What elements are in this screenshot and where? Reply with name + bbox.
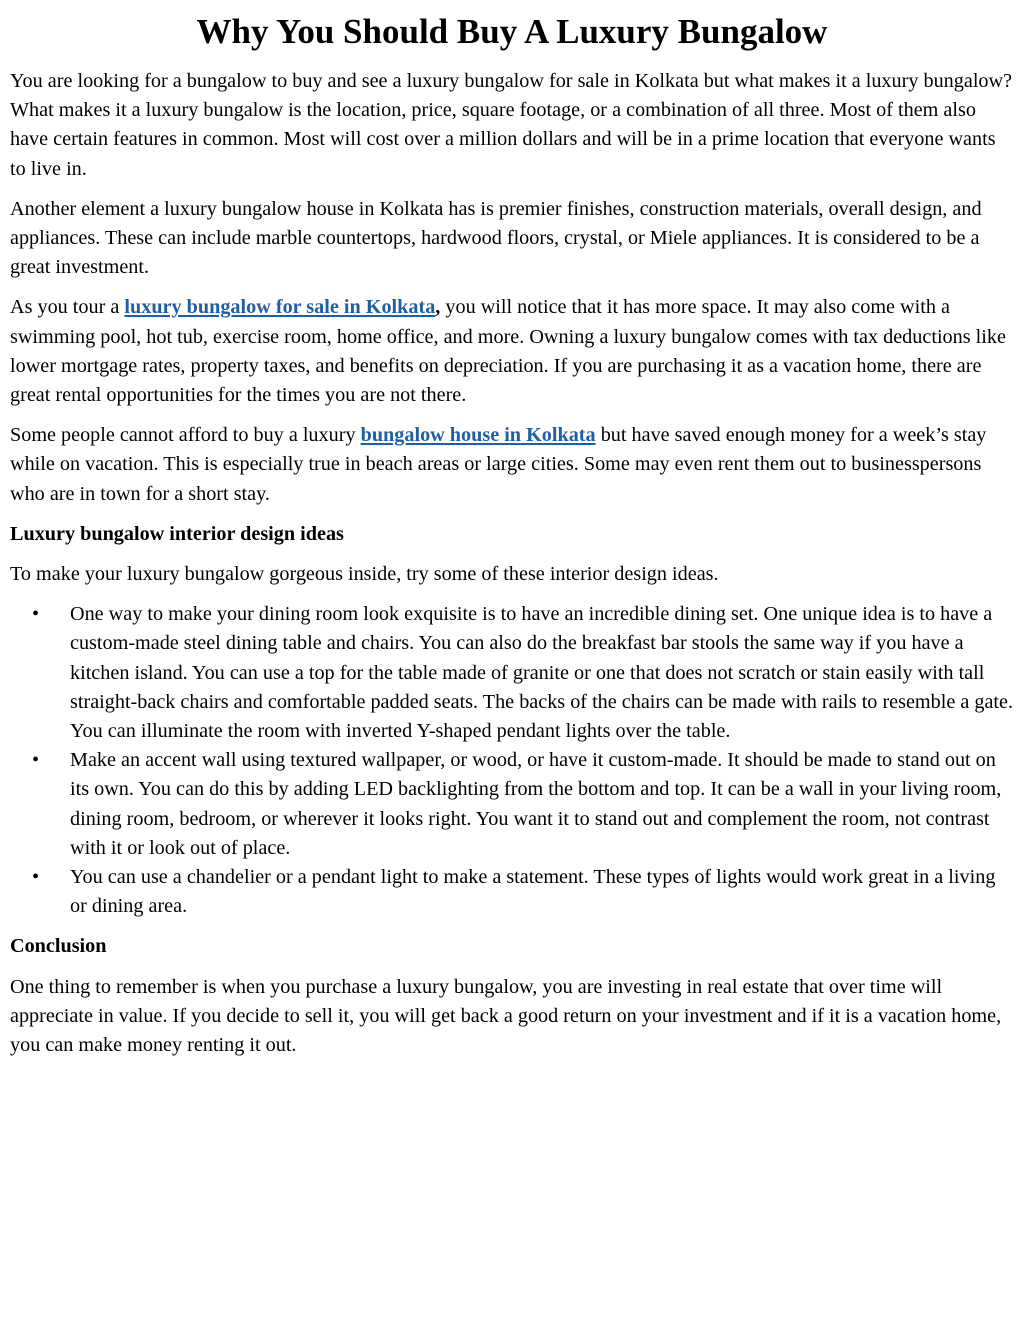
luxury-bungalow-sale-link[interactable]: luxury bungalow for sale in Kolkata xyxy=(124,296,436,319)
list-item-text: Make an accent wall using textured wallpaper, or wood, or have it custom-made. It should be made to stand out on its own. You can do this by adding LED backlighting from the bottom and top. It can be a wall in your living room, dining room, bedroom, or wherever it looks right. You want it to stand out and complement the room, not contrast with it or look out of place. xyxy=(70,749,1002,859)
paragraph-afford xyxy=(10,421,1014,509)
bullet-icon: • xyxy=(32,603,40,626)
list-item xyxy=(10,746,1014,863)
page-title: Why You Should Buy A Luxury Bungalow xyxy=(196,12,828,51)
interior-ideas-list xyxy=(10,600,1014,921)
paragraph-tour-comma: , xyxy=(435,296,441,319)
paragraph-tour-text-before: As you tour a xyxy=(10,296,125,319)
paragraph-afford-text-before: Some people cannot afford to buy a luxury xyxy=(10,424,361,447)
paragraph-afford-text-after: but have saved enough money for a week’s stay while on vacation. This is especially true in beach areas or large cities. Some may even rent them out to businesspersons who are in town for a short stay. xyxy=(10,424,987,505)
section-heading-interior: Luxury bungalow interior design ideas xyxy=(10,522,344,545)
bungalow-house-link[interactable]: bungalow house in Kolkata xyxy=(360,424,596,447)
list-item xyxy=(10,600,1014,746)
paragraph-interior-intro: To make your luxury bungalow gorgeous inside, try some of these interior design ideas. xyxy=(10,563,719,586)
paragraph-tour xyxy=(10,293,1014,410)
list-item-text: You can use a chandelier or a pendant light to make a statement. These types of lights would work great in a living or dining area. xyxy=(70,866,996,918)
paragraph-features: Another element a luxury bungalow house in Kolkata has is premier finishes, construction materials, overall design, and appliances. These can include marble countertops, hardwood floors, crystal, or Miele appliances. It is considered to be a great investment. xyxy=(10,197,982,279)
paragraph-intro: You are looking for a bungalow to buy and see a luxury bungalow for sale in Kolkata but what makes it a luxury bungalow? What makes it a luxury bungalow is the location, price, square footage, or a combination of all three. Most of them also have certain features in common. Most will cost over a million dollars and will be in a prime location that everyone wants to live in. xyxy=(10,70,1013,180)
paragraph-tour-text-after: you will notice that it has more space. It may also come with a swimming pool, hot tub, exercise room, home office, and more. Owning a luxury bungalow comes with tax deductions like lower mortgage rates, property taxes, and benefits on depreciation. If you are purchasing it as a vacation home, there are great rental opportunities for the times you are not there. xyxy=(10,296,1006,407)
section-heading-conclusion: Conclusion xyxy=(10,935,107,958)
list-item xyxy=(10,863,1014,921)
bullet-icon: • xyxy=(32,866,40,889)
paragraph-conclusion: One thing to remember is when you purchase a luxury bungalow, you are investing in real estate that over time will appreciate in value. If you decide to sell it, you will get back a good return on your investment and if it is a vacation home, you can make money renting it out. xyxy=(10,975,1002,1057)
bullet-icon: • xyxy=(32,749,40,772)
list-item-text: One way to make your dining room look exquisite is to have an incredible dining set. One unique idea is to have a custom-made steel dining table and chairs. You can also do the breakfast bar stools the same way if you have a kitchen island. You can use a top for the table made of granite or one that does not scratch or stain easily with tall straight-back chairs and comfortable padded seats. The backs of the chairs can be made with rails to resemble a gate. You can illuminate the room with inverted Y-shaped pendant lights over the table. xyxy=(70,603,1014,743)
